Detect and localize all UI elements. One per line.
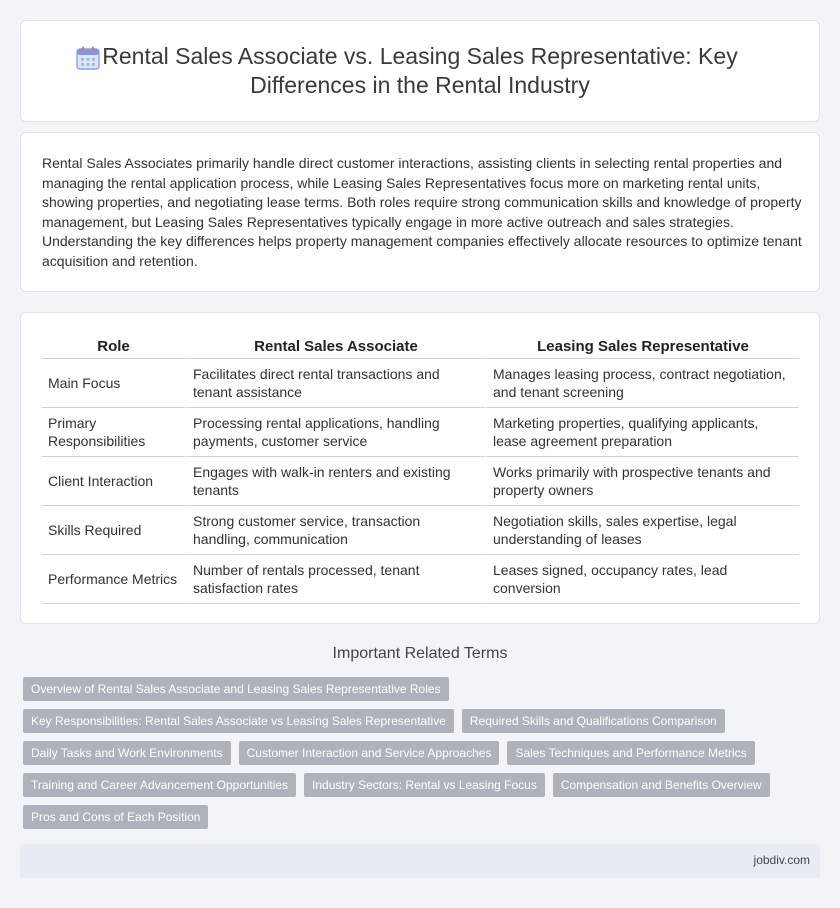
related-term-tag[interactable]: Customer Interaction and Service Approaches: [239, 741, 500, 765]
footer: [20, 844, 820, 878]
table-header-row: [42, 335, 799, 359]
related-term-tag[interactable]: Compensation and Benefits Overview: [553, 773, 770, 797]
related-term-tag[interactable]: Daily Tasks and Work Environments: [23, 741, 231, 765]
related-term-tag[interactable]: Sales Techniques and Performance Metrics: [507, 741, 754, 765]
related-terms-title: Important Related Terms: [332, 645, 508, 662]
related-term-tag[interactable]: Training and Career Advancement Opportunities: [23, 773, 296, 797]
related-term-tag[interactable]: Required Skills and Qualifications Comparison: [462, 709, 725, 733]
row-label: Main Focus: [42, 359, 185, 408]
footer-site-link[interactable]: jobdiv.com: [753, 853, 810, 867]
comparison-card: [20, 312, 820, 624]
related-terms-list: [23, 677, 803, 837]
leasing-cell: Manages leasing process, contract negotiation, and tenant screening: [485, 359, 799, 408]
row-label: Performance Metrics: [42, 555, 185, 604]
intro-paragraph: Rental Sales Associates primarily handle direct customer interactions, assisting clients in selecting rental properties and managing the rental application process, while Leasing Sales Representatives focus more on marketing rental units, showing properties, and negotiating lease terms. Both roles require strong communication skills and knowledge of property management, but Leasing Sales Representatives typically engage in more active outreach and sales strategies. Understanding the key differences helps property management companies effectively allocate resources to optimize tenant acquisition and retention.: [42, 155, 802, 269]
related-term-tag[interactable]: Overview of Rental Sales Associate and Leasing Sales Representative Roles: [23, 677, 449, 701]
related-term-tag[interactable]: Key Responsibilities: Rental Sales Associate vs Leasing Sales Representative: [23, 709, 454, 733]
title-card: [20, 20, 820, 122]
related-term-tag[interactable]: Industry Sectors: Rental vs Leasing Focus: [304, 773, 545, 797]
intro-card: [20, 132, 820, 292]
comparison-table: [42, 335, 799, 604]
rental-cell: Number of rentals processed, tenant satisfaction rates: [185, 555, 485, 604]
rental-cell: Facilitates direct rental transactions and tenant assistance: [185, 359, 485, 408]
header-rental-sales-associate: Rental Sales Associate: [185, 335, 485, 359]
leasing-cell: Marketing properties, qualifying applicants, lease agreement preparation: [485, 408, 799, 457]
page-title: Rental Sales Associate vs. Leasing Sales Representative: Key Differences in the Rental Industry: [102, 43, 738, 98]
rental-cell: Processing rental applications, handling payments, customer service: [185, 408, 485, 457]
header-role: Role: [42, 335, 185, 359]
leasing-cell: Negotiation skills, sales expertise, legal understanding of leases: [485, 506, 799, 555]
table-row: [42, 408, 799, 457]
rental-cell: Engages with walk-in renters and existing tenants: [185, 457, 485, 506]
row-label: Primary Responsibilities: [42, 408, 185, 457]
row-label: Client Interaction: [42, 457, 185, 506]
table-row: [42, 555, 799, 604]
related-term-tag[interactable]: Pros and Cons of Each Position: [23, 805, 208, 829]
header-leasing-sales-representative: Leasing Sales Representative: [485, 335, 799, 359]
rental-cell: Strong customer service, transaction handling, communication: [185, 506, 485, 555]
table-row: [42, 359, 799, 408]
table-row: [42, 506, 799, 555]
leasing-cell: Works primarily with prospective tenants and property owners: [485, 457, 799, 506]
leasing-cell: Leases signed, occupancy rates, lead conversion: [485, 555, 799, 604]
row-label: Skills Required: [42, 506, 185, 555]
table-row: [42, 457, 799, 506]
